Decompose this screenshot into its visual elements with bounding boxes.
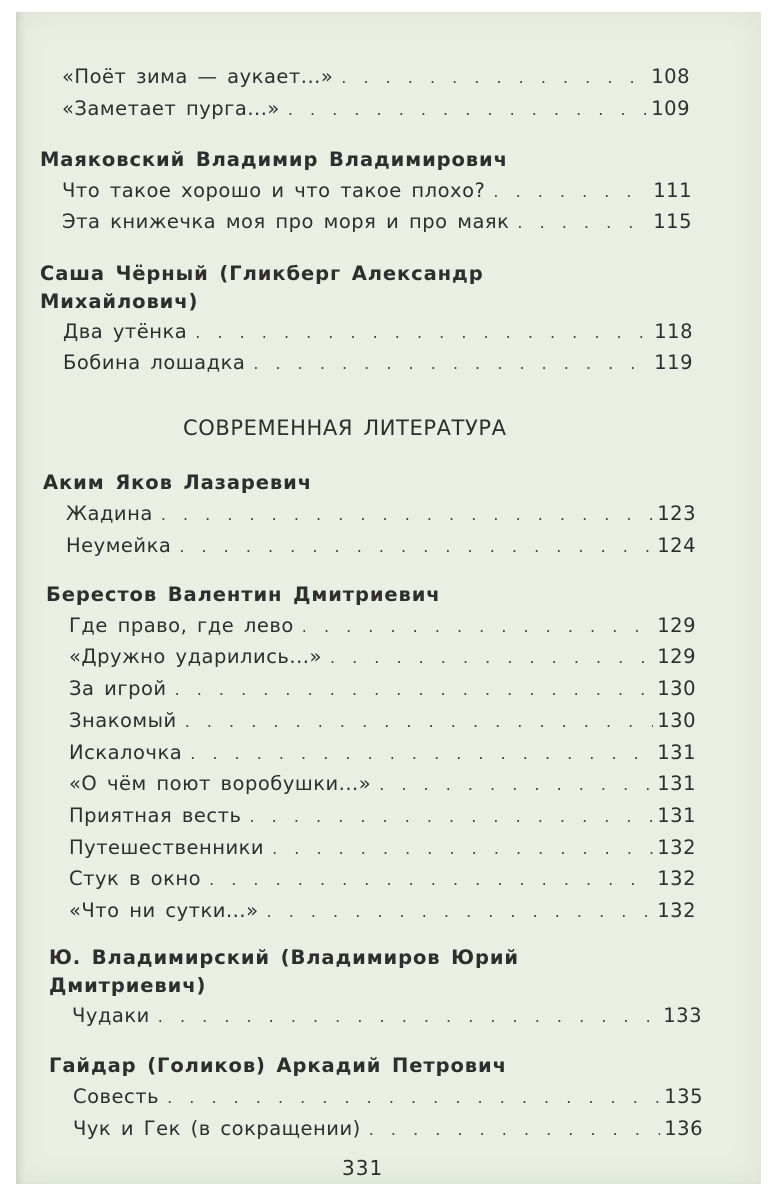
dot-leader bbox=[379, 770, 653, 800]
dot-leader bbox=[158, 1002, 659, 1032]
entry-page: 135 bbox=[664, 1085, 703, 1108]
entry-page: 115 bbox=[653, 210, 692, 233]
toc-entry bbox=[69, 864, 696, 894]
toc-entry bbox=[62, 176, 692, 206]
author-heading: Берестов Валентин Дмитриевич bbox=[46, 583, 441, 606]
entry-title: Чудаки bbox=[72, 1004, 150, 1027]
dot-leader bbox=[267, 897, 654, 927]
toc-entry bbox=[73, 1114, 703, 1144]
author-heading: Маяковский Владимир Владимирович bbox=[40, 148, 508, 171]
entry-title: Жадина bbox=[66, 502, 153, 525]
dot-leader bbox=[209, 865, 653, 895]
dot-leader bbox=[179, 532, 653, 562]
author-heading: Ю. Владимирский (Владимиров Юрий bbox=[49, 946, 519, 969]
entry-title: «Поёт зима — аукает...» bbox=[62, 65, 334, 88]
dot-leader bbox=[517, 208, 649, 238]
toc-entry bbox=[63, 317, 693, 347]
dot-leader bbox=[167, 1083, 660, 1113]
toc-entry bbox=[69, 611, 696, 641]
entry-title: «Заметает пурга...» bbox=[62, 97, 280, 120]
entry-title: Бобина лошадка bbox=[63, 351, 246, 374]
entry-page: 129 bbox=[657, 645, 696, 668]
entry-page: 136 bbox=[664, 1117, 703, 1140]
entry-page: 130 bbox=[657, 709, 696, 732]
entry-page: 109 bbox=[651, 97, 690, 120]
author-heading: Гайдар (Голиков) Аркадий Петрович bbox=[49, 1054, 507, 1077]
dot-leader bbox=[341, 63, 647, 93]
entry-page: 123 bbox=[657, 502, 696, 525]
entry-page: 130 bbox=[657, 677, 696, 700]
dot-leader bbox=[288, 95, 647, 125]
entry-title: За игрой bbox=[69, 677, 167, 700]
author-heading: Аким Яков Лазаревич bbox=[43, 471, 313, 494]
entry-page: 124 bbox=[657, 534, 696, 557]
toc-entry bbox=[69, 801, 696, 831]
entry-page: 119 bbox=[654, 351, 693, 374]
dot-leader bbox=[161, 500, 653, 530]
dot-leader bbox=[195, 318, 650, 348]
toc-entry bbox=[69, 769, 696, 799]
toc-entry bbox=[72, 1001, 702, 1031]
entry-title: Знакомый bbox=[69, 709, 177, 732]
entry-title: Стук в окно bbox=[69, 867, 202, 890]
page-number: 331 bbox=[342, 1156, 384, 1180]
toc-entry bbox=[62, 62, 690, 92]
entry-page: 118 bbox=[654, 320, 693, 343]
entry-page: 111 bbox=[653, 179, 692, 202]
entry-title: Два утёнка bbox=[63, 320, 188, 343]
entry-page: 131 bbox=[657, 772, 696, 795]
entry-page: 131 bbox=[657, 741, 696, 764]
toc-entry bbox=[69, 642, 696, 672]
toc-entry bbox=[73, 1082, 703, 1112]
toc-entry bbox=[66, 499, 696, 529]
entry-page: 129 bbox=[657, 614, 696, 637]
dot-leader bbox=[190, 739, 653, 769]
dot-leader bbox=[302, 612, 653, 642]
entry-title: Что такое хорошо и что такое плохо? bbox=[62, 179, 486, 202]
toc-entry bbox=[69, 674, 696, 704]
entry-page: 132 bbox=[657, 867, 696, 890]
dot-leader bbox=[185, 707, 654, 737]
toc-entry bbox=[62, 207, 692, 237]
author-heading: Саша Чёрный (Гликберг Александр bbox=[40, 262, 484, 285]
toc-entry bbox=[66, 531, 696, 561]
dot-leader bbox=[272, 834, 653, 864]
section-heading: СОВРЕМЕННАЯ ЛИТЕРАТУРА bbox=[183, 416, 507, 440]
entry-title: Искалочка bbox=[69, 741, 183, 764]
entry-page: 132 bbox=[657, 899, 696, 922]
toc-entry bbox=[69, 896, 696, 926]
dot-leader bbox=[493, 177, 649, 207]
entry-title: «Что ни сутки...» bbox=[69, 899, 259, 922]
entry-title: Эта книжечка моя про моря и про маяк bbox=[62, 210, 510, 233]
toc-entry bbox=[69, 706, 696, 736]
dot-leader bbox=[330, 643, 653, 673]
author-heading-continued: Михайлович) bbox=[40, 290, 199, 313]
dot-leader bbox=[175, 675, 654, 705]
toc-entry bbox=[69, 738, 696, 768]
entry-title: «Дружно ударились...» bbox=[69, 645, 322, 668]
entry-title: Чук и Гек (в сокращении) bbox=[73, 1117, 361, 1140]
entry-title: Приятная весть bbox=[69, 804, 242, 827]
dot-leader bbox=[369, 1115, 661, 1145]
entry-page: 131 bbox=[657, 804, 696, 827]
entry-title: Путешественники bbox=[69, 836, 265, 859]
toc-entry bbox=[63, 348, 693, 378]
entry-title: Где право, где лево bbox=[69, 614, 294, 637]
entry-page: 108 bbox=[651, 65, 690, 88]
entry-page: 133 bbox=[663, 1004, 702, 1027]
entry-page: 132 bbox=[657, 836, 696, 859]
entry-title: Неумейка bbox=[66, 534, 172, 557]
toc-entry bbox=[69, 833, 696, 863]
dot-leader bbox=[253, 349, 650, 379]
entry-title: Совесть bbox=[73, 1085, 160, 1108]
dot-leader bbox=[250, 802, 654, 832]
entry-title: «О чём поют воробушки...» bbox=[69, 772, 372, 795]
toc-entry bbox=[62, 94, 690, 124]
author-heading-continued: Дмитриевич) bbox=[49, 974, 207, 997]
